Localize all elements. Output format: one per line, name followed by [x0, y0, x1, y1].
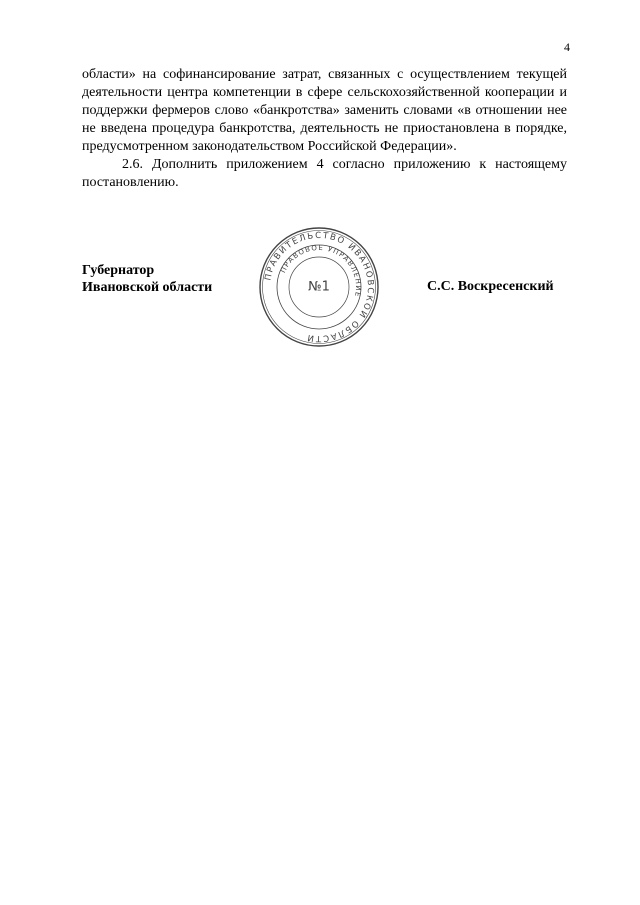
paragraph-2: 2.6. Дополнить приложением 4 согласно приложению к настоящему постановлению.: [82, 157, 567, 190]
stamp-number: №1: [308, 279, 330, 295]
signature-name: С.С. Воскресенский: [427, 279, 554, 294]
signature-title: [82, 262, 212, 296]
stamp-inner-text: ПРАВОВОЕ УПРАВЛЕНИЕ: [279, 243, 363, 299]
paragraph-1: области» на софинансирование затрат, связанных с осуществлением текущей деятельности центра компетенции в сфере сельскохозяйственной кооперации и поддержки фермеров слово «банкротства» заменить словами «в отношении нее не введена процедура банкротства, деятельность не приостановлена в порядке, предусмотренном законодательством Российской Федерации».: [82, 67, 567, 154]
page-number: 4: [564, 40, 570, 54]
signature-title-line-2: Ивановской области: [82, 280, 213, 295]
document-body: [82, 66, 567, 192]
official-stamp: [257, 225, 381, 349]
signature-title-line-1: Губернатор: [82, 263, 155, 278]
stamp-outer-text: ПРАВИТЕЛЬСТВО ИВАНОВСКОЙ ОБЛАСТИ: [263, 230, 376, 344]
